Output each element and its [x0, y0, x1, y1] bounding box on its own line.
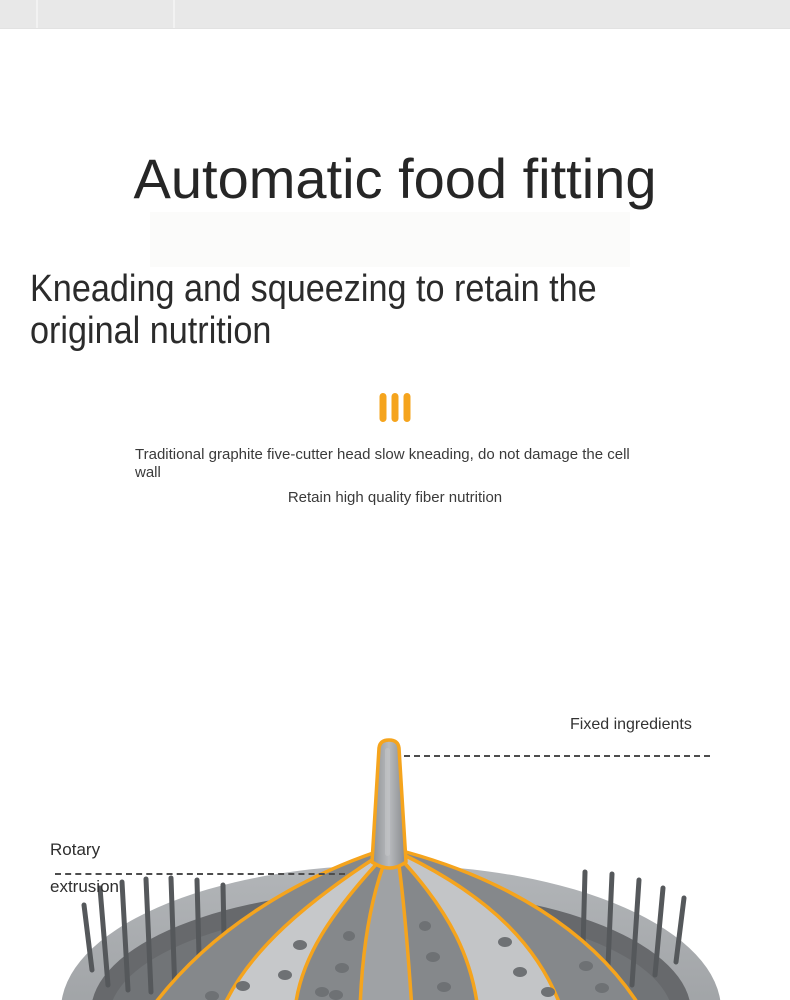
feature-text-primary: Traditional graphite five-cutter head slow kneading, do not damage the cell wall	[135, 446, 630, 481]
auger-spike	[372, 740, 406, 868]
callout-fixed-ingredients: Fixed ingredients	[570, 716, 692, 733]
callout-rotary-extrusion: Rotary extrusion	[50, 840, 119, 896]
page-subtitle: Kneading and squeezing to retain the original nutrition	[30, 268, 597, 352]
page-title: Automatic food fitting	[133, 147, 657, 210]
leader-line-rotary	[55, 873, 345, 875]
leader-line-fixed	[404, 755, 710, 757]
feature-text-secondary: Retain high quality fiber nutrition	[287, 489, 503, 506]
